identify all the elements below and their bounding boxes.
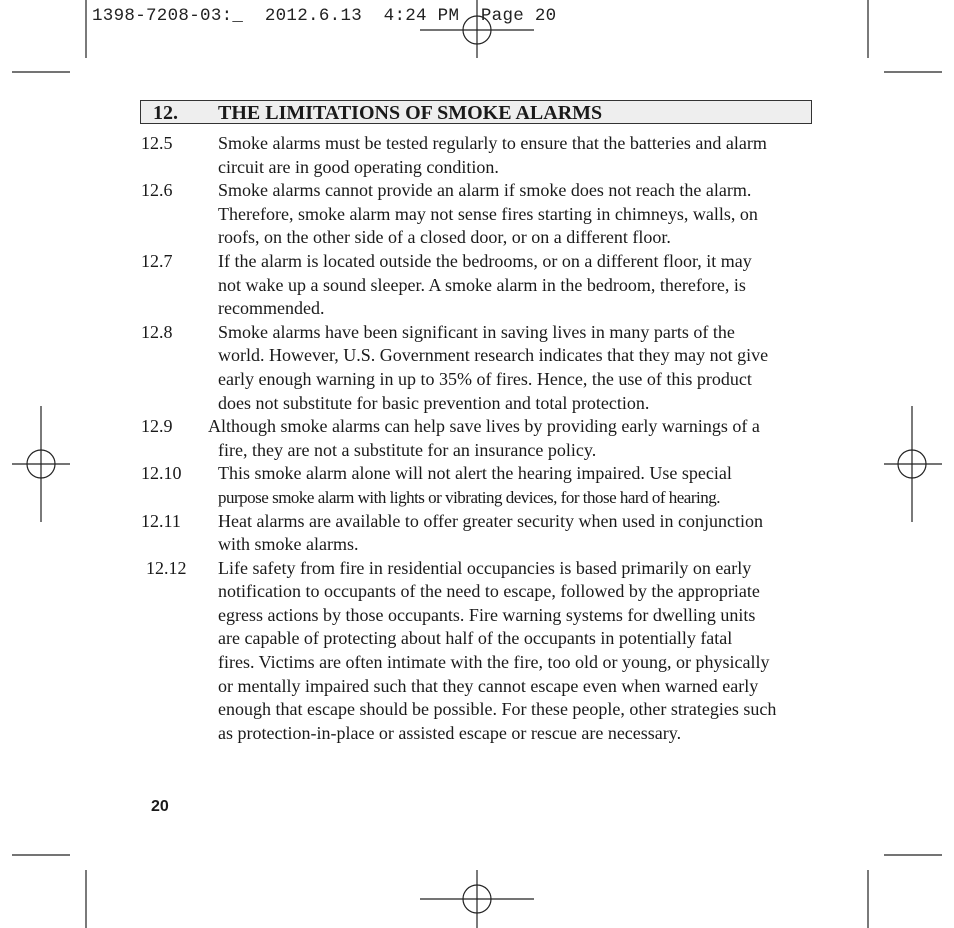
text-line: purpose smoke alarm with lights or vibrating devices, for those hard of hearing. [218,487,720,507]
text-line: with smoke alarms. [218,534,359,555]
text-line: world. However, U.S. Government research indicates that they may not give [218,345,769,366]
section-12-10 [0,462,954,509]
section-header-number: 12. [153,102,178,124]
text-line: fire, they are not a substitute for an insurance policy. [218,439,597,460]
section-number: 12.6 [141,180,173,201]
section-number: 12.5 [141,133,173,153]
section-text [218,179,818,250]
page-number: 20 [151,798,169,815]
text-line: Smoke alarms have been significant in saving lives in many parts of the [218,321,735,342]
text-line: If the alarm is located outside the bedrooms, or on a different floor, it may [218,250,752,271]
section-text [218,132,818,179]
text-line: circuit are in good operating condition. [218,156,499,177]
section-text [218,250,818,321]
section-12-12 [0,557,954,746]
section-text [218,321,818,415]
section-12-8 [0,321,954,415]
text-line: as protection-in-place or assisted escape or rescue are necessary. [218,722,682,743]
section-text [208,415,818,462]
section-12-6 [0,179,954,250]
text-line: Heat alarms are available to offer greater security when used in conjunction [218,510,763,531]
section-number: 12.9 [141,416,173,437]
text-line: notification to occupants of the need to escape, followed by the appropriate [218,581,760,602]
limitations-list [0,132,954,745]
section-number: 12.10 [141,463,182,484]
text-line: fires. Victims are often intimate with the fire, too old or young, or physically [218,652,770,673]
text-line: Smoke alarms cannot provide an alarm if smoke does not reach the alarm. [218,180,752,201]
section-text [218,462,818,509]
text-line: Smoke alarms must be tested regularly to ensure that the batteries and alarm [218,133,767,153]
section-header-title: THE LIMITATIONS OF SMOKE ALARMS [218,102,603,124]
text-line: enough that escape should be possible. For these people, other strategies such [218,699,777,720]
print-slug: 1398-7208-03:_ 2012.6.13 4:24 PM Page 20 [92,6,557,26]
section-header [140,100,812,124]
section-text [218,510,818,557]
section-number: 12.12 [146,557,187,578]
text-line: Although smoke alarms can help save lives by providing early warnings of a [208,416,760,437]
text-line: Therefore, smoke alarm may not sense fires starting in chimneys, walls, on [218,203,758,224]
text-line: or mentally impaired such that they cannot escape even when warned early [218,675,759,696]
text-line: does not substitute for basic prevention and total protection. [218,392,650,413]
text-line: roofs, on the other side of a closed door, or on a different floor. [218,227,671,248]
section-12-7 [0,250,954,321]
text-line: recommended. [218,298,325,319]
section-text [218,557,818,746]
section-12-9 [0,415,954,462]
text-line: are capable of protecting about half of the occupants in potentially fatal [218,628,733,649]
section-number: 12.7 [141,250,173,271]
section-12-11 [0,510,954,557]
section-number: 12.11 [141,510,181,531]
section-12-5 [0,132,954,179]
text-line: This smoke alarm alone will not alert the hearing impaired. Use special [218,463,732,484]
text-line: Life safety from fire in residential occupancies is based primarily on early [218,557,752,578]
text-line: not wake up a sound sleeper. A smoke alarm in the bedroom, therefore, is [218,274,746,295]
text-line: egress actions by those occupants. Fire warning systems for dwelling units [218,604,756,625]
text-line: early enough warning in up to 35% of fires. Hence, the use of this product [218,368,752,389]
section-number: 12.8 [141,321,173,342]
